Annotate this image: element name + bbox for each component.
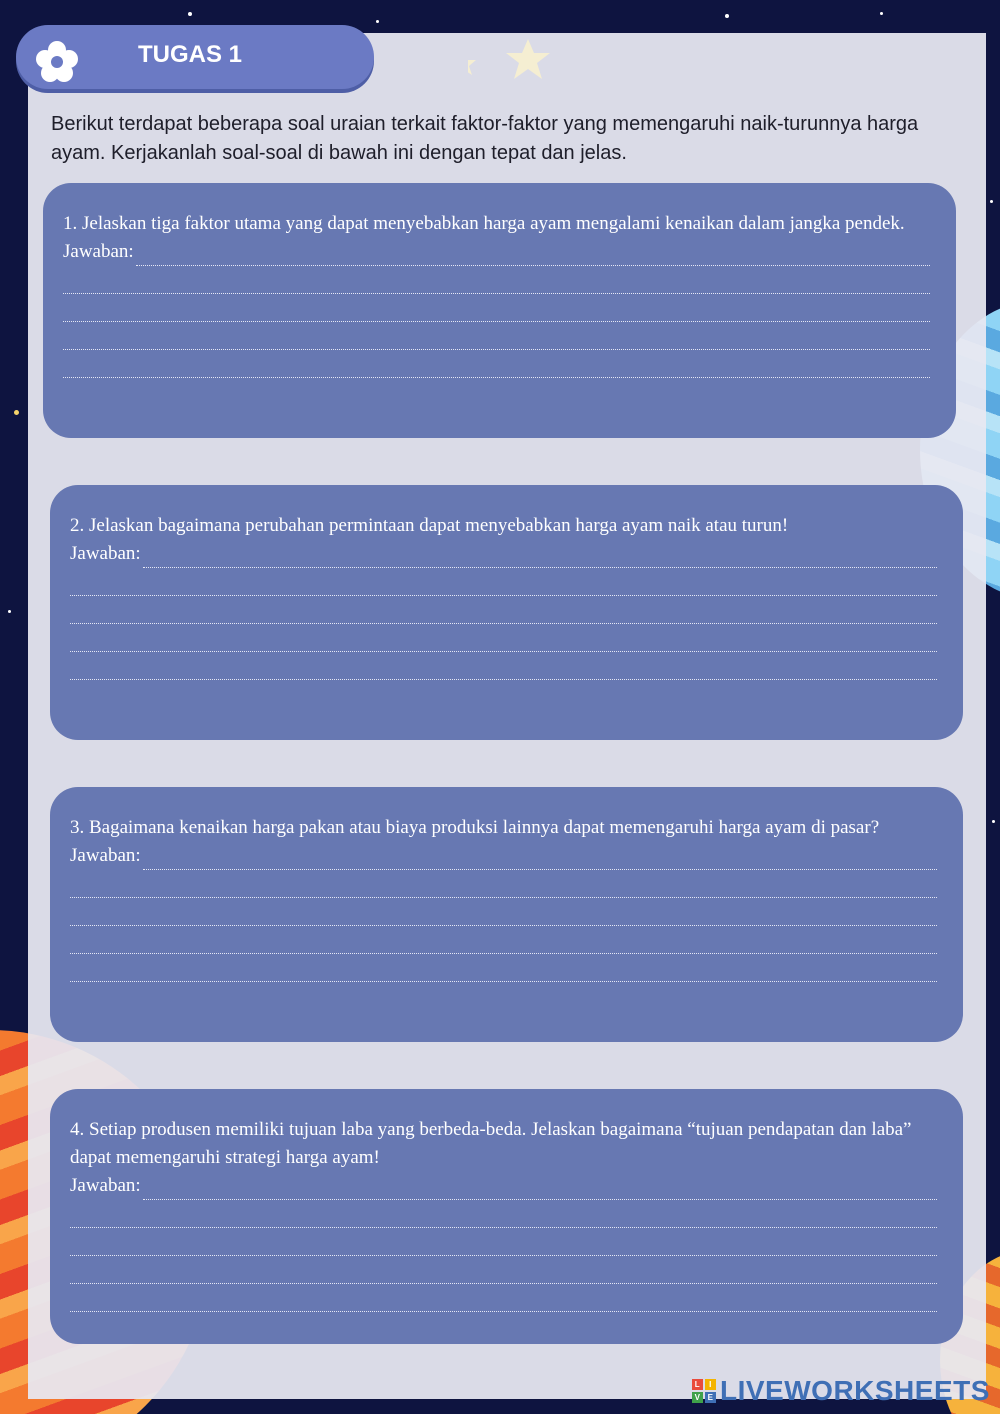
answer-line[interactable] [70,1256,937,1284]
answer-line[interactable] [63,266,930,294]
answer-line[interactable] [70,926,937,954]
flower-icon [32,37,82,87]
star-dot [376,20,379,23]
question-card-3 [50,787,963,1042]
question-text: 2. Jelaskan bagaimana perubahan permintaan dapat menyebabkan harga ayam naik atau turun! [70,515,789,536]
answer-line[interactable] [63,294,930,322]
question-card-2 [50,485,963,740]
answer-line[interactable] [70,652,937,680]
liveworksheets-brand [692,1375,990,1407]
answer-line[interactable] [70,898,937,926]
answer-label: Jawaban: [70,1175,141,1196]
answer-line[interactable] [70,870,937,898]
answer-line[interactable] [63,322,930,350]
page-title: TUGAS 1 [138,41,243,68]
logo-letter: L [692,1379,703,1390]
title-banner [16,25,374,89]
answer-line[interactable] [70,1284,937,1312]
sparkle-star-icon [468,33,568,93]
answer-line[interactable] [70,568,937,596]
answer-line[interactable] [143,547,937,568]
logo-letter: E [705,1392,716,1403]
star-dot [880,12,883,15]
question-card-1 [43,183,956,438]
star-dot [188,12,192,16]
question-text: 3. Bagaimana kenaikan harga pakan atau biaya produksi lainnya dapat memengaruhi harga ayam di pasar? [70,817,880,838]
answer-line[interactable] [136,245,930,266]
answer-label: Jawaban: [70,543,141,564]
question-card-4 [50,1089,963,1344]
star-dot [725,14,729,18]
answer-line[interactable] [143,1179,937,1200]
answer-line[interactable] [70,1228,937,1256]
answer-line[interactable] [63,350,930,378]
brand-name: LIVEWORKSHEETS [720,1375,990,1406]
answer-line[interactable] [70,1200,937,1228]
answer-label: Jawaban: [63,241,134,262]
logo-letter: V [692,1392,703,1403]
star-dot [8,610,11,613]
star-dot [992,820,995,823]
intro-paragraph: Berikut terdapat beberapa soal uraian terkait faktor-faktor yang memengaruhi naik-turunnya harga ayam. Kerjakanlah soal-soal di bawah ini dengan tepat dan jelas. [51,113,919,164]
star-dot [990,200,993,203]
question-text: 4. Setiap produsen memiliki tujuan laba yang berbeda-beda. Jelaskan bagaimana “tujuan pendapatan dan laba” dapat memengaruhi strategi harga ayam! [70,1119,912,1168]
answer-line[interactable] [70,624,937,652]
answer-line[interactable] [70,954,937,982]
liveworksheets-logo-icon [692,1379,716,1403]
question-text: 1. Jelaskan tiga faktor utama yang dapat menyebabkan harga ayam mengalami kenaikan dalam jangka pendek. [63,213,905,234]
answer-line[interactable] [70,596,937,624]
answer-label: Jawaban: [70,845,141,866]
star-dot [14,410,19,415]
logo-letter: I [705,1379,716,1390]
answer-line[interactable] [143,849,937,870]
